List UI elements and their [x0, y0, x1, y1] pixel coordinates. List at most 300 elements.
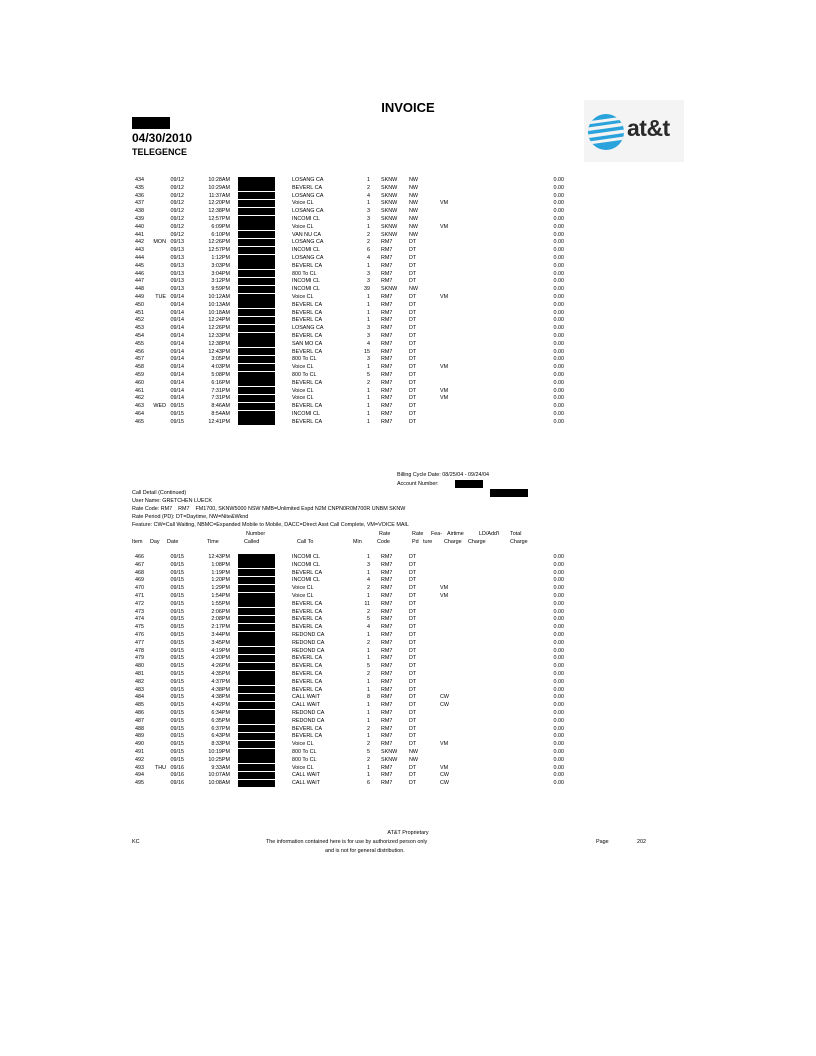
call-date: 09/14 — [170, 301, 184, 308]
minutes: 8 — [367, 694, 370, 701]
call-date: 09/14 — [170, 387, 184, 394]
call-time: 11:37AM — [208, 192, 230, 199]
minutes: 4 — [367, 577, 370, 584]
item-number: 454 — [135, 333, 144, 339]
call-date: 09/14 — [170, 294, 184, 300]
call-to: BEVERL CA — [292, 624, 323, 631]
rate-period: DT — [409, 616, 417, 623]
call-date: 09/13 — [170, 247, 184, 254]
minutes: 2 — [367, 725, 370, 732]
call-time: 12:43PM — [208, 348, 230, 355]
item-number: 487 — [135, 717, 144, 724]
minutes: 1 — [367, 223, 370, 230]
number-called-redaction — [238, 616, 275, 623]
total-charge: 0.00 — [553, 678, 564, 685]
number-called-redaction — [238, 192, 275, 199]
call-to: INCOMI CL — [292, 411, 320, 417]
minutes: 1 — [367, 678, 370, 685]
table-row — [0, 394, 816, 402]
call-date: 09/14 — [170, 364, 184, 371]
invoice-title: INVOICE — [381, 100, 435, 115]
call-to: Voice CL — [292, 223, 314, 230]
rate-code: RM7 — [381, 278, 393, 285]
col-header-ld: LD/Add'l — [479, 531, 500, 537]
minutes: 4 — [367, 624, 370, 631]
rate-period: NW — [409, 756, 418, 763]
minutes: 1 — [367, 395, 370, 402]
rate-period: DT — [409, 678, 417, 685]
number-called-redaction — [238, 387, 275, 394]
rate-period: DT — [409, 255, 417, 261]
call-to: BEVERL CA — [292, 569, 323, 576]
call-to: REDOND CA — [292, 632, 325, 638]
call-date: 09/14 — [170, 356, 184, 363]
disclaimer-line-1: The information contained here is for use by authorized person only — [266, 839, 428, 845]
call-to: CALL WAIT — [292, 694, 321, 701]
item-number: 464 — [135, 411, 144, 417]
call-to: BEVERL CA — [292, 184, 323, 191]
col-header-pd: Pd — [412, 539, 419, 545]
total-charge: 0.00 — [553, 286, 564, 293]
number-called-redaction — [238, 356, 275, 363]
call-date: 09/15 — [170, 608, 184, 615]
minutes: 3 — [367, 216, 370, 222]
number-called-redaction — [238, 764, 275, 771]
call-date: 09/12 — [170, 184, 184, 191]
rate-code: RM7 — [381, 647, 393, 654]
rate-code: RM7 — [381, 294, 393, 300]
col-header-time: Time — [207, 539, 219, 545]
col-header-rate: Rate — [379, 531, 391, 537]
table-row — [0, 340, 816, 348]
call-time: 4:20PM — [211, 655, 230, 662]
call-time: 7:31PM — [211, 395, 230, 402]
table-row — [0, 717, 816, 725]
table-row — [0, 764, 816, 772]
total-charge: 0.00 — [553, 325, 564, 332]
table-row — [0, 231, 816, 239]
rate-period: DT — [409, 608, 417, 615]
minutes: 2 — [367, 639, 370, 646]
rate-code: Rate Code: RM7 RM7 FM1700, SKNW5000 NSW NMB=Unlimited Expd N2M CNPN0R0M700R UNBM SKNW — [132, 506, 406, 512]
item-number: 456 — [135, 348, 144, 355]
number-called-redaction — [238, 717, 275, 724]
call-to: LOSANG CA — [292, 325, 324, 332]
rate-code: RM7 — [381, 301, 393, 308]
minutes: 4 — [367, 340, 370, 347]
item-number: 458 — [135, 364, 144, 371]
minutes: 1 — [367, 733, 370, 740]
rate-period: NW — [409, 286, 418, 293]
call-time: 12:26PM — [208, 325, 230, 332]
call-to: BEVERL CA — [292, 418, 323, 425]
call-to: BEVERL CA — [292, 403, 323, 410]
call-date: 09/15 — [170, 585, 184, 592]
table-row — [0, 584, 816, 592]
number-called-redaction — [238, 379, 275, 386]
call-date: 09/15 — [170, 624, 184, 631]
rate-code: SKNW — [381, 184, 398, 191]
call-date: 09/15 — [170, 678, 184, 685]
number-called-redaction — [238, 255, 275, 262]
minutes: 5 — [367, 749, 370, 755]
table-row — [0, 199, 816, 207]
item-number: 435 — [135, 184, 144, 191]
number-called-redaction — [238, 177, 275, 184]
rate-code: RM7 — [381, 764, 393, 771]
call-time: 6:09PM — [211, 223, 230, 230]
call-time: 4:26PM — [211, 663, 230, 670]
total-charge: 0.00 — [553, 569, 564, 576]
rate-period: NW — [409, 192, 418, 199]
rate-code: RM7 — [381, 616, 393, 623]
call-date: 09/15 — [170, 671, 184, 677]
minutes: 1 — [367, 702, 370, 709]
number-called-redaction — [238, 364, 275, 371]
call-date: 09/15 — [170, 749, 184, 755]
rate-period: NW — [409, 216, 418, 222]
rate-period: DT — [409, 348, 417, 355]
rate-code: RM7 — [381, 678, 393, 685]
rate-code: RM7 — [381, 561, 393, 568]
call-time: 10:07AM — [208, 772, 230, 779]
minutes: 1 — [367, 317, 370, 324]
rate-period: NW — [409, 223, 418, 230]
rate-period: DT — [409, 780, 417, 787]
item-number: 471 — [135, 593, 144, 599]
call-time: 12:38PM — [208, 208, 230, 215]
item-number: 434 — [135, 177, 144, 183]
rate-code: RM7 — [381, 309, 393, 316]
table-row — [0, 576, 816, 584]
call-date: 09/15 — [170, 632, 184, 638]
minutes: 1 — [367, 717, 370, 724]
table-row — [0, 207, 816, 215]
call-to: BEVERL CA — [292, 317, 323, 324]
call-time: 5:08PM — [211, 372, 230, 378]
number-called-redaction — [238, 317, 275, 324]
item-number: 443 — [135, 247, 144, 254]
table-row — [0, 592, 816, 600]
rate-period: DT — [409, 593, 417, 599]
number-called-redaction — [238, 200, 275, 207]
call-to: REDOND CA — [292, 710, 325, 716]
minutes: 3 — [367, 356, 370, 363]
call-date: 09/14 — [170, 372, 184, 378]
minutes: 1 — [367, 301, 370, 308]
table-row — [0, 670, 816, 678]
number-called-redaction — [238, 585, 275, 592]
total-charge: 0.00 — [553, 756, 564, 763]
call-date: 09/14 — [170, 309, 184, 316]
feature: VM — [440, 741, 449, 748]
rate-period: DT — [409, 411, 417, 417]
rate-code: RM7 — [381, 395, 393, 402]
minutes: 1 — [367, 569, 370, 576]
total-charge: 0.00 — [553, 686, 564, 693]
rate-code: RM7 — [381, 255, 393, 261]
number-called-redaction — [238, 733, 275, 740]
table-row — [0, 553, 816, 561]
call-to: Voice CL — [292, 200, 314, 207]
number-called-redaction — [238, 184, 275, 191]
item-number: 495 — [135, 780, 144, 787]
call-to: BEVERL CA — [292, 686, 323, 693]
item-number: 446 — [135, 270, 144, 277]
number-called-redaction — [238, 655, 275, 662]
call-time: 10:28AM — [208, 177, 230, 183]
call-date: 09/14 — [170, 379, 184, 386]
minutes: 1 — [367, 418, 370, 425]
rate-code: RM7 — [381, 270, 393, 277]
call-to: BEVERL CA — [292, 301, 323, 308]
rate-code: RM7 — [381, 333, 393, 339]
item-number: 489 — [135, 733, 144, 740]
invoice-date: 04/30/2010 — [132, 131, 193, 145]
feature: VM — [440, 585, 449, 592]
call-date: 09/13 — [170, 286, 184, 293]
user-name: User Name: GRETCHEN LUECK — [132, 498, 212, 504]
item-number: 465 — [135, 418, 144, 425]
feature: VM — [440, 294, 449, 300]
call-time: 2:17PM — [211, 624, 230, 631]
col-header-ture: ture — [423, 539, 433, 545]
total-charge: 0.00 — [553, 294, 564, 300]
call-to: Voice CL — [292, 364, 314, 371]
item-number: 480 — [135, 663, 144, 670]
total-charge: 0.00 — [553, 585, 564, 592]
total-charge: 0.00 — [553, 364, 564, 371]
total-charge: 0.00 — [553, 231, 564, 238]
rate-period: NW — [409, 200, 418, 207]
call-date: 09/14 — [170, 340, 184, 347]
call-date: 09/15 — [170, 569, 184, 576]
rate-code: SKNW — [381, 177, 398, 183]
feature: VM — [440, 387, 449, 394]
table-row — [0, 748, 816, 756]
rate-code: RM7 — [381, 663, 393, 670]
number-called-redaction — [238, 333, 275, 340]
total-charge: 0.00 — [553, 208, 564, 215]
number-called-redaction — [238, 372, 275, 379]
table-row — [0, 192, 816, 200]
feature: VM — [440, 764, 449, 771]
rate-code: RM7 — [381, 372, 393, 378]
call-to: BEVERL CA — [292, 262, 323, 269]
item-number: 457 — [135, 356, 144, 363]
table-row — [0, 771, 816, 779]
rate-code: RM7 — [381, 694, 393, 701]
total-charge: 0.00 — [553, 632, 564, 638]
item-number: 441 — [135, 231, 144, 238]
rate-code: RM7 — [381, 325, 393, 332]
call-time: 6:35PM — [211, 717, 230, 724]
total-charge: 0.00 — [553, 223, 564, 230]
call-date: 09/15 — [170, 741, 184, 748]
number-called-redaction — [238, 686, 275, 693]
item-number: 453 — [135, 325, 144, 332]
number-called-redaction — [238, 678, 275, 685]
total-charge: 0.00 — [553, 702, 564, 709]
col-header-airtime-charge: Charge — [444, 539, 462, 545]
call-to: Voice CL — [292, 741, 314, 748]
total-charge: 0.00 — [553, 301, 564, 308]
rate-code: SKNW — [381, 208, 398, 215]
minutes: 1 — [367, 632, 370, 638]
call-to: 800 To CL — [292, 356, 317, 363]
table-row — [0, 277, 816, 285]
call-time: 12:33PM — [208, 333, 230, 339]
number-called-redaction — [238, 577, 275, 584]
table-row — [0, 324, 816, 332]
col-header-total-charge: Charge — [510, 539, 528, 545]
call-to: LOSANG CA — [292, 239, 324, 246]
call-date: 09/12 — [170, 208, 184, 215]
col-header-code: Code — [377, 539, 390, 545]
table-row — [0, 678, 816, 686]
minutes: 1 — [367, 655, 370, 662]
rate-period: DT — [409, 325, 417, 332]
call-to: Voice CL — [292, 593, 314, 599]
account-number-redaction — [455, 480, 483, 488]
item-number: 438 — [135, 208, 144, 215]
call-time: 9:33AM — [211, 764, 230, 771]
call-date: 09/15 — [170, 725, 184, 732]
feature-legend: Feature: CW=Call Waiting, NBMC=Expanded Mobile to Mobile, DACC=Direct Asst Call Complete, VM=VOICE MAIL — [132, 522, 409, 528]
redaction-bar — [132, 117, 170, 129]
table-row — [0, 379, 816, 387]
rate-period: DT — [409, 702, 417, 709]
item-number: 491 — [135, 749, 144, 755]
call-to: BEVERL CA — [292, 678, 323, 685]
call-date: 09/13 — [170, 278, 184, 285]
number-called-redaction — [238, 749, 275, 756]
call-date: 09/12 — [170, 216, 184, 222]
table-row — [0, 709, 816, 717]
number-called-redaction — [238, 247, 275, 254]
call-time: 12:43PM — [208, 554, 230, 560]
minutes: 1 — [367, 647, 370, 654]
total-charge: 0.00 — [553, 348, 564, 355]
rate-code: RM7 — [381, 356, 393, 363]
total-charge: 0.00 — [553, 764, 564, 771]
call-date: 09/15 — [170, 686, 184, 693]
rate-period: DT — [409, 247, 417, 254]
total-charge: 0.00 — [553, 780, 564, 787]
minutes: 2 — [367, 184, 370, 191]
table-row — [0, 756, 816, 764]
table-row — [0, 608, 816, 616]
rate-code: RM7 — [381, 340, 393, 347]
total-charge: 0.00 — [553, 725, 564, 732]
total-charge: 0.00 — [553, 710, 564, 716]
call-to: BEVERL CA — [292, 379, 323, 386]
rate-code: RM7 — [381, 317, 393, 324]
call-to: 800 To CL — [292, 270, 317, 277]
item-number: 485 — [135, 702, 144, 709]
call-to: 800 To CL — [292, 756, 317, 763]
call-date: 09/12 — [170, 223, 184, 230]
col-header-total: Total — [510, 531, 522, 537]
call-date: 09/13 — [170, 255, 184, 261]
call-time: 12:20PM — [208, 200, 230, 207]
item-number: 451 — [135, 309, 144, 316]
table-row — [0, 647, 816, 655]
call-time: 4:38PM — [211, 694, 230, 701]
call-to: 800 To CL — [292, 749, 317, 755]
rate-code: RM7 — [381, 554, 393, 560]
item-number: 466 — [135, 554, 144, 560]
rate-period: DT — [409, 686, 417, 693]
table-row — [0, 410, 816, 418]
call-time: 12:57PM — [208, 247, 230, 254]
total-charge: 0.00 — [553, 647, 564, 654]
rate-period: DT — [409, 561, 417, 568]
total-charge: 0.00 — [553, 749, 564, 755]
table-row — [0, 600, 816, 608]
call-time: 8:46AM — [211, 403, 230, 410]
call-date: 09/15 — [170, 710, 184, 716]
rate-code: RM7 — [381, 655, 393, 662]
table-row — [0, 363, 816, 371]
call-time: 3:44PM — [211, 632, 230, 638]
rate-period: DT — [409, 309, 417, 316]
call-to: BEVERL CA — [292, 309, 323, 316]
table-row — [0, 293, 816, 301]
rate-period: DT — [409, 317, 417, 324]
total-charge: 0.00 — [553, 270, 564, 277]
minutes: 1 — [367, 593, 370, 599]
item-number: 479 — [135, 655, 144, 662]
total-charge: 0.00 — [553, 317, 564, 324]
rate-period: DT — [409, 270, 417, 277]
total-charge: 0.00 — [553, 379, 564, 386]
minutes: 3 — [367, 561, 370, 568]
call-to: BEVERL CA — [292, 600, 323, 607]
rate-period: DT — [409, 554, 417, 560]
call-to: CALL WAIT — [292, 702, 321, 709]
call-time: 2:08PM — [211, 616, 230, 623]
item-number: 467 — [135, 561, 144, 568]
table-row — [0, 569, 816, 577]
total-charge: 0.00 — [553, 616, 564, 623]
rate-period: DT — [409, 655, 417, 662]
number-called-redaction — [238, 569, 275, 576]
call-to: BEVERL CA — [292, 663, 323, 670]
total-charge: 0.00 — [553, 671, 564, 677]
call-to: SAN MO CA — [292, 340, 323, 347]
col-header-number: Number — [246, 531, 266, 537]
page-number: 202 — [637, 839, 646, 845]
table-row — [0, 270, 816, 278]
item-number: 448 — [135, 286, 144, 293]
rate-period: DT — [409, 585, 417, 592]
footer-code: KC — [132, 839, 140, 845]
call-time: 1:12PM — [211, 255, 230, 261]
call-time: 8:33PM — [211, 741, 230, 748]
call-to: BEVERL CA — [292, 655, 323, 662]
call-date: 09/14 — [170, 348, 184, 355]
call-to: VAN NU CA — [292, 231, 321, 238]
call-time: 10:12AM — [208, 294, 230, 300]
col-header-ld-charge: Charge — [468, 539, 486, 545]
number-called-redaction — [238, 418, 275, 425]
number-called-redaction — [238, 340, 275, 347]
minutes: 2 — [367, 379, 370, 386]
call-time: 12:26PM — [208, 239, 230, 246]
rate-code: RM7 — [381, 710, 393, 716]
call-to: Voice CL — [292, 395, 314, 402]
